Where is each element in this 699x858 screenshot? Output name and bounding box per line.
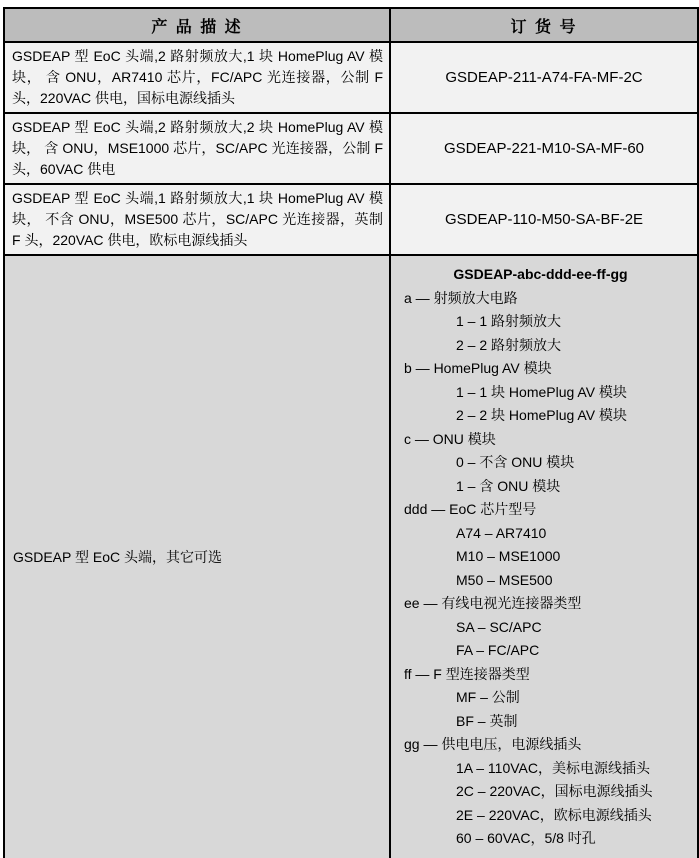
code-option-item: 1 – 1 路射频放大 (456, 313, 562, 329)
code-option-item: 2C – 220VAC，国标电源线插头 (456, 783, 653, 799)
code-option-item: SA – SC/APC (456, 618, 542, 635)
product-description-cell: GSDEAP 型 EoC 头端,2 路射频放大,1 块 HomePlug AV 模块， 含 ONU，AR7410 芯片，FC/APC 光连接器，公制 F 头，220VAC 供电，国标电源线插头 (4, 42, 390, 113)
code-option-item: 1A – 110VAC，美标电源线插头 (456, 759, 650, 776)
table-row (4, 184, 698, 255)
code-option-item: 0 – 不含 ONU 模块 (456, 454, 575, 470)
header-order-number: 订 货 号 (390, 8, 698, 42)
code-group-label: b — HomePlug AV 模块 (404, 360, 552, 376)
code-option-item: 1 – 含 ONU 模块 (456, 477, 561, 494)
code-option-item: 2 – 2 路射频放大 (456, 336, 562, 353)
code-option-item: 2 – 2 块 HomePlug AV 模块 (456, 407, 627, 423)
code-option-item: FA – FC/APC (456, 642, 540, 658)
table-header-row (4, 8, 698, 42)
order-number-cell: GSDEAP-221-M10-SA-MF-60 (390, 113, 698, 184)
table-row (4, 42, 698, 113)
product-description-cell: GSDEAP 型 EoC 头端,2 路射频放大,2 块 HomePlug AV 模块， 含 ONU，MSE1000 芯片，SC/APC 光连接器，公制 F 头，60VAC 供电 (4, 113, 390, 184)
code-option-item: BF – 英制 (456, 712, 518, 729)
options-description-cell: GSDEAP 型 EoC 头端，其它可选 (4, 255, 390, 858)
code-group-label: c — ONU 模块 (404, 430, 496, 447)
order-code-breakdown-cell (390, 255, 698, 858)
code-option-item: 60 – 60VAC，5/8 吋孔 (456, 830, 596, 846)
options-row (4, 255, 698, 858)
code-option-item: 2E – 220VAC，欧标电源线插头 (456, 806, 652, 823)
code-option-item: A74 – AR7410 (456, 524, 547, 541)
product-description-cell: GSDEAP 型 EoC 头端,1 路射频放大,1 块 HomePlug AV 模块， 不含 ONU，MSE500 芯片，SC/APC 光连接器，英制 F 头，220VAC 供电，欧标电源线插头 (4, 184, 390, 255)
code-option-item: M50 – MSE500 (456, 571, 553, 588)
code-option-item: M10 – MSE1000 (456, 548, 561, 564)
code-option-item: 1 – 1 块 HomePlug AV 模块 (456, 383, 627, 400)
code-option-item: MF – 公制 (456, 689, 520, 705)
code-group-label: a — 射频放大电路 (404, 289, 518, 306)
code-group-label: gg — 供电电压，电源线插头 (404, 736, 582, 752)
code-group-label: ddd — EoC 芯片型号 (404, 501, 537, 517)
order-number-cell: GSDEAP-211-A74-FA-MF-2C (390, 42, 698, 113)
ordering-info-table (3, 7, 699, 858)
header-product-description: 产 品 描 述 (4, 8, 390, 42)
table-row (4, 113, 698, 184)
order-code-format-title: GSDEAP-abc-ddd-ee-ff-gg (453, 266, 628, 282)
code-group-label: ee — 有线电视光连接器类型 (404, 595, 582, 611)
code-group-label: ff — F 型连接器类型 (404, 665, 530, 682)
order-number-cell: GSDEAP-110-M50-SA-BF-2E (390, 184, 698, 255)
